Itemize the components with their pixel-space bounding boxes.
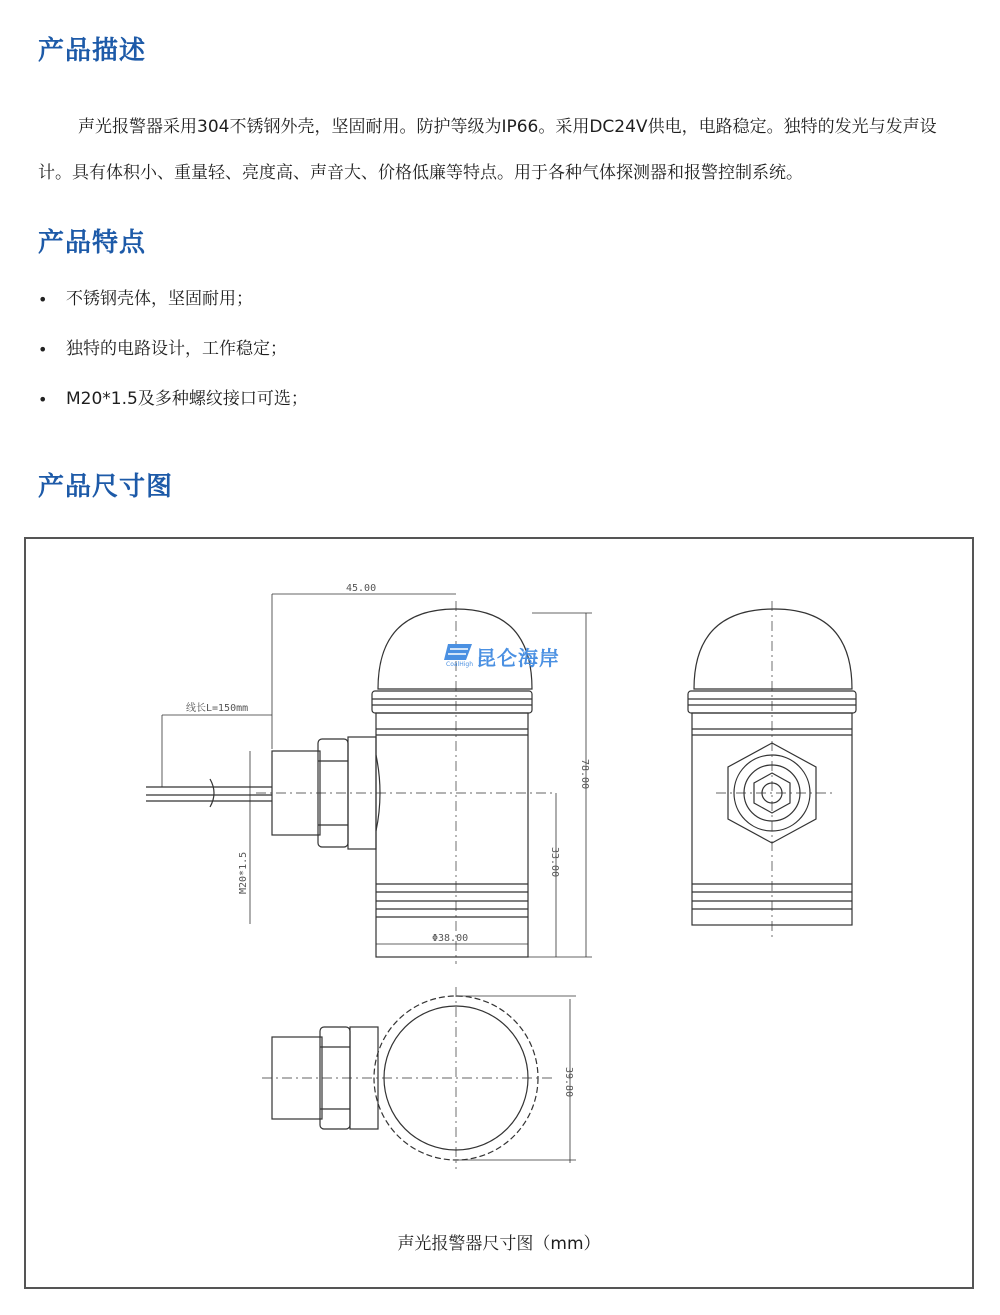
dim-width-top: 45.00 [346,583,377,594]
bullet-icon: • [38,390,48,409]
feature-text: 不锈钢壳体，坚固耐用； [66,289,253,309]
dim-diameter: Φ38.00 [432,933,469,944]
feature-item [38,286,308,313]
bullet-icon: • [38,290,48,309]
dim-thread: M20*1.5 [238,851,249,894]
feature-text: M20*1.5及多种螺纹接口可选； [66,389,308,409]
section-title-features: 产品特点 [38,228,147,258]
dim-side: 39.80 [563,1067,574,1098]
logo-sub: CoalHigh [446,661,473,668]
dim-height: 78.00 [579,759,590,790]
drawing-caption: 声光报警器尺寸图（mm） [397,1234,601,1254]
dim-cable: 线长L=150mm [186,703,249,714]
product-description: 声光报警器采用304不锈钢外壳，坚固耐用。防护等级为IP66。采用DC24V供电，电路稳定。独特的发光与发声设计。具有体积小、重量轻、亮度高、声音大、价格低廉等特点。用于各种气体探测器和报警控制系统。 [38,117,937,183]
dimension-drawing [24,537,974,1289]
brand-logo [444,642,564,670]
logo-icon [444,642,474,662]
section-title-dimensions: 产品尺寸图 [38,472,174,502]
feature-text: 独特的电路设计，工作稳定； [66,339,287,359]
body-rect [376,713,528,957]
logo-name: 昆仑海岸 [476,646,560,670]
feature-item [38,386,308,413]
section-title-description: 产品描述 [38,36,147,66]
feature-list [38,286,308,436]
bullet-icon: • [38,340,48,359]
feature-item [38,336,308,363]
dome-ring [372,691,532,713]
dim-center: 33.00 [549,847,560,878]
